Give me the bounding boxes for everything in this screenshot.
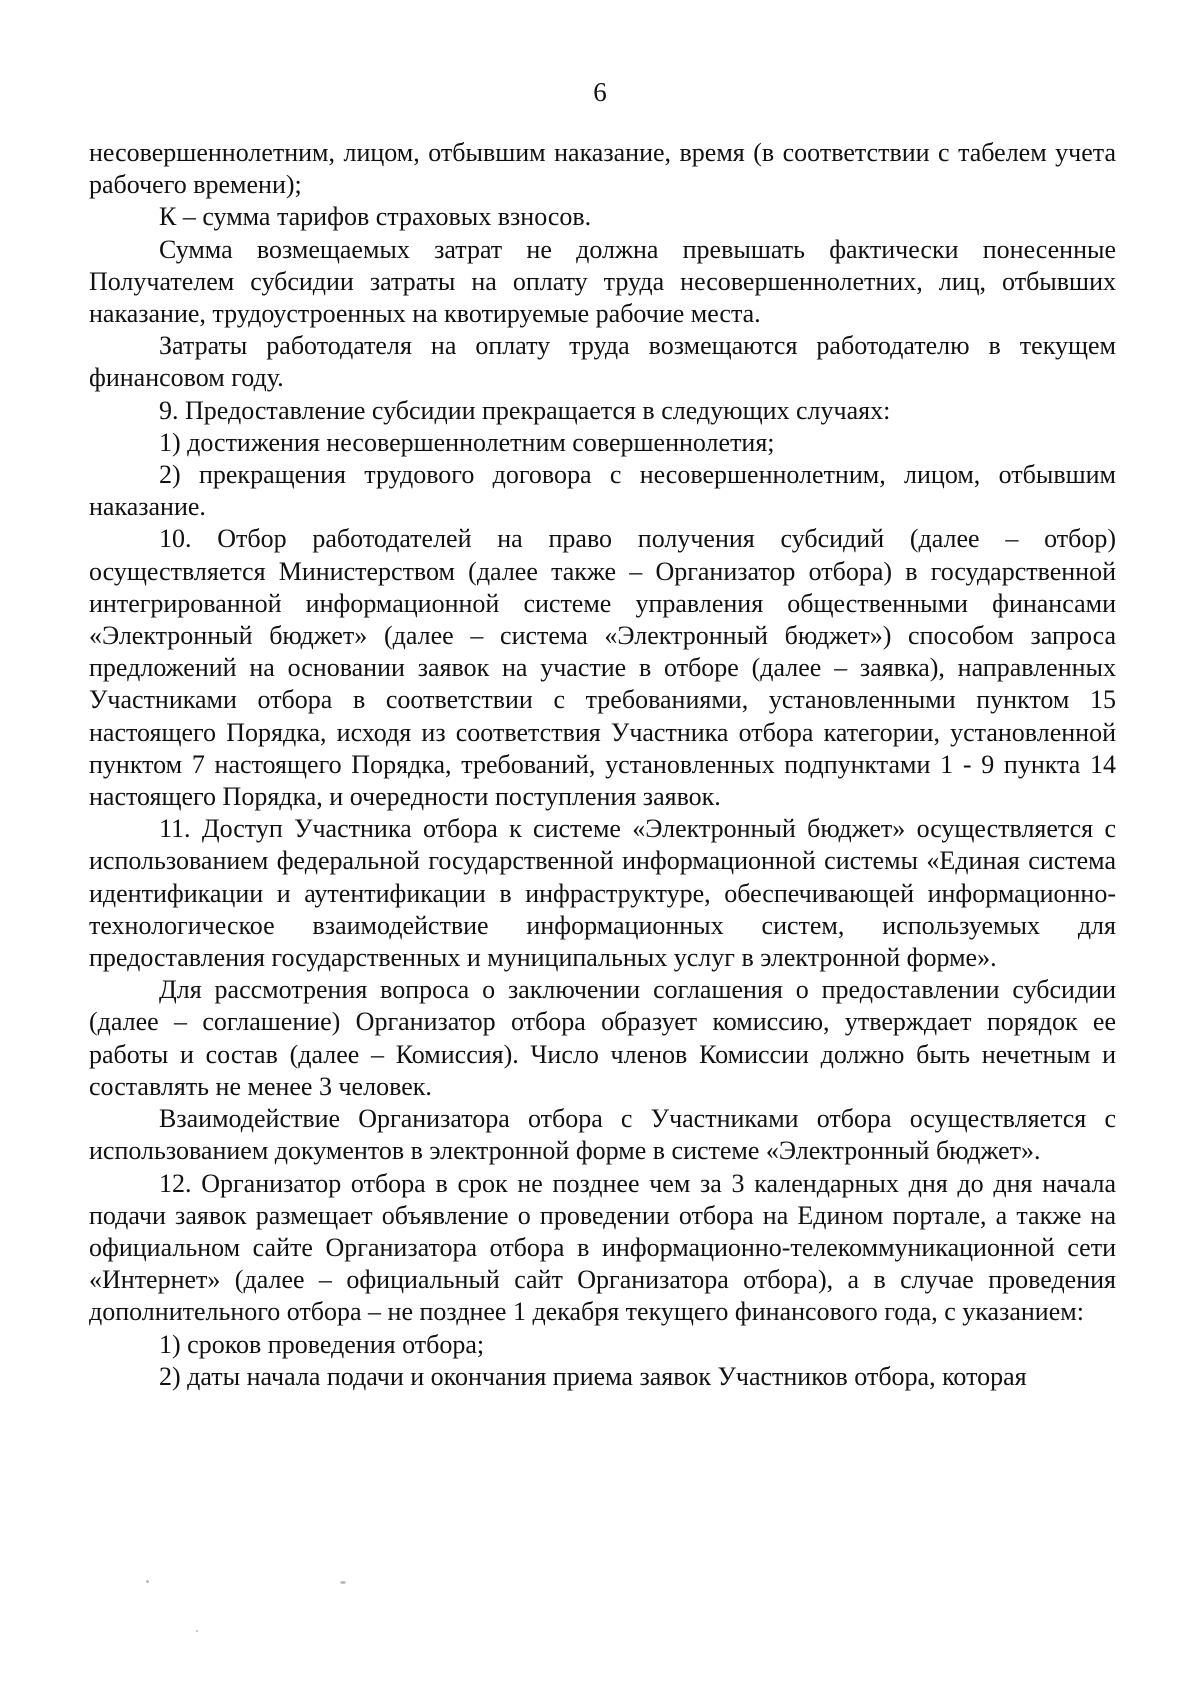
- paragraph-item-12-2: 2) даты начала подачи и окончания приема заявок Участников отбора, которая: [159, 1361, 1027, 1391]
- paragraph-item-11: 11. Доступ Участника отбора к системе «Электронный бюджет» осуществляется с использованием федеральной государственной информационной системы «Единая система идентификации и аутентификации в инфраструктуре, обеспечивающей информационно-технологическое взаимодействие информационных систем, используемых для предоставления государственных и муниципальных услуг в электронной форме».: [89, 814, 1116, 973]
- document-body: [89, 137, 1116, 1393]
- scan-speck: [340, 1581, 346, 1584]
- paragraph-employer-costs: Затраты работодателя на оплату труда возмещаются работодателю в текущем финансовом году.: [89, 331, 1116, 393]
- scan-speck: [146, 1580, 149, 1583]
- paragraph-k-definition: К – сумма тарифов страховых взносов.: [159, 202, 592, 232]
- paragraph-item-12: 12. Организатор отбора в срок не позднее чем за 3 календарных дня до дня начала подачи заявок размещает объявление о проведении отбора на Едином портале, а также на официальном сайте Организатора отбора в информационно-телекоммуникационной сети «Интернет» (далее – официальный сайт Организатора отбора), а в случае проведения дополнительного отбора – не позднее 1 декабря текущего финансового года, с указанием:: [89, 1168, 1116, 1327]
- paragraph-item-9-2: 2) прекращения трудового договора с несовершеннолетним, лицом, отбывшим наказание.: [89, 460, 1116, 522]
- paragraph-item-10: 10. Отбор работодателей на право получения субсидий (далее – отбор) осуществляется Министерством (далее также – Организатор отбора) в государственной интегрированной информационной системе управления общественными финансами «Электронный бюджет» (далее – система «Электронный бюджет») способом запроса предложений на основании заявок на участие в отборе (далее – заявка), направленных Участниками отбора в соответствии с требованиями, установленными пунктом 15 настоящего Порядка, исходя из соответствия Участника отбора категории, установленной пунктом 7 настоящего Порядка, требований, установленных подпунктами 1 - 9 пункта 14 настоящего Порядка, и очередности поступления заявок.: [89, 524, 1116, 812]
- scan-speck: [196, 1630, 198, 1632]
- paragraph-item-12-1: 1) сроков проведения отбора;: [159, 1329, 485, 1359]
- paragraph-interaction: Взаимодействие Организатора отбора с Участниками отбора осуществляется с использованием документов в электронной форме в системе «Электронный бюджет».: [89, 1104, 1116, 1166]
- paragraph-reimbursed-costs: Сумма возмещаемых затрат не должна превышать фактически понесенные Получателем субсидии затраты на оплату труда несовершеннолетних, лиц, отбывших наказание, трудоустроенных на квотируемые рабочие места.: [89, 234, 1116, 329]
- paragraph-commission: Для рассмотрения вопроса о заключении соглашения о предоставлении субсидии (далее – соглашение) Организатор отбора образует комиссию, утверждает порядок ее работы и состав (далее – Комиссия). Число членов Комиссии должно быть нечетным и составлять не менее 3 человек.: [89, 975, 1116, 1101]
- paragraph-item-9-1: 1) достижения несовершеннолетним совершеннолетия;: [159, 427, 775, 457]
- paragraph-item-9: 9. Предоставление субсидии прекращается в следующих случаях:: [159, 395, 891, 425]
- paragraph-continuation: несовершеннолетним, лицом, отбывшим наказание, время (в соответствии с табелем учета рабочего времени);: [89, 138, 1116, 200]
- page-number: 6: [593, 77, 607, 107]
